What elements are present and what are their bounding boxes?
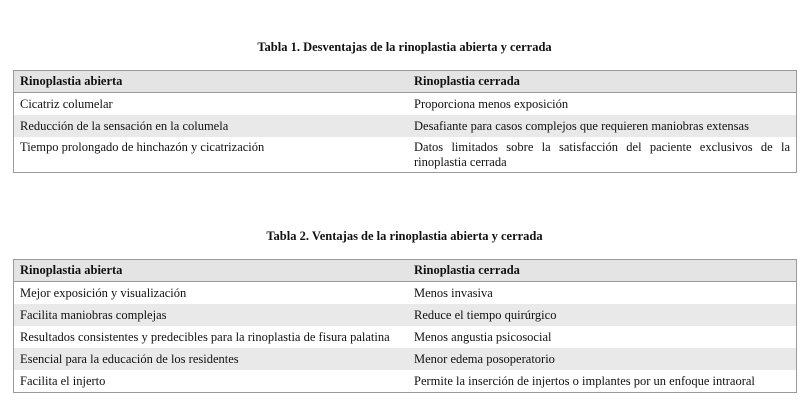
table-cell: Esencial para la educación de los residentes (14, 348, 409, 370)
table-cell: Mejor exposición y visualización (20, 286, 187, 300)
table-cell: Datos limitados sobre la satisfacción del paciente exclusivos de la rinoplastia cerrada (414, 140, 790, 169)
table-cell: Permite la inserción de injertos o implantes por un enfoque intraoral (414, 374, 755, 388)
table-cell: Proporciona menos exposición (414, 97, 569, 111)
column-header-open: Rinoplastia abierta (14, 71, 409, 93)
table-cell: Reduce el tiempo quirúrgico (408, 304, 797, 326)
table-row (14, 137, 797, 173)
column-header-closed: Rinoplastia cerrada (408, 260, 797, 282)
table-cell: Tiempo prolongado de hinchazón y cicatrización (20, 140, 265, 154)
table-row (14, 326, 797, 348)
disadvantages-table (13, 70, 797, 173)
table-cell: Desafiante para casos complejos que requieren maniobras extensas (408, 115, 797, 137)
table-cell: Facilita maniobras complejas (14, 304, 409, 326)
table-cell: Menos invasiva (414, 286, 493, 300)
table-row (14, 93, 797, 116)
table-cell: Cicatriz columelar (20, 97, 113, 111)
table-row (14, 304, 797, 326)
table-cell: Resultados consistentes y predecibles para la rinoplastia de fisura palatina (20, 330, 390, 344)
table-row (14, 115, 797, 137)
table1-title: Tabla 1. Desventajas de la rinoplastia abierta y cerrada (257, 40, 552, 54)
column-header-closed: Rinoplastia cerrada (408, 71, 797, 93)
table-cell: Menos angustia psicosocial (414, 330, 552, 344)
table-cell: Reducción de la sensación en la columela (14, 115, 409, 137)
table-header-row (14, 71, 797, 93)
table-row (14, 282, 797, 305)
table-row (14, 348, 797, 370)
table-cell: Facilita el injerto (20, 374, 106, 388)
table2-title: Tabla 2. Ventajas de la rinoplastia abierta y cerrada (266, 229, 543, 243)
table-header-row (14, 260, 797, 282)
table-cell: Menor edema posoperatorio (408, 348, 797, 370)
table-row (14, 370, 797, 393)
column-header-open: Rinoplastia abierta (14, 260, 409, 282)
advantages-table (13, 259, 797, 393)
